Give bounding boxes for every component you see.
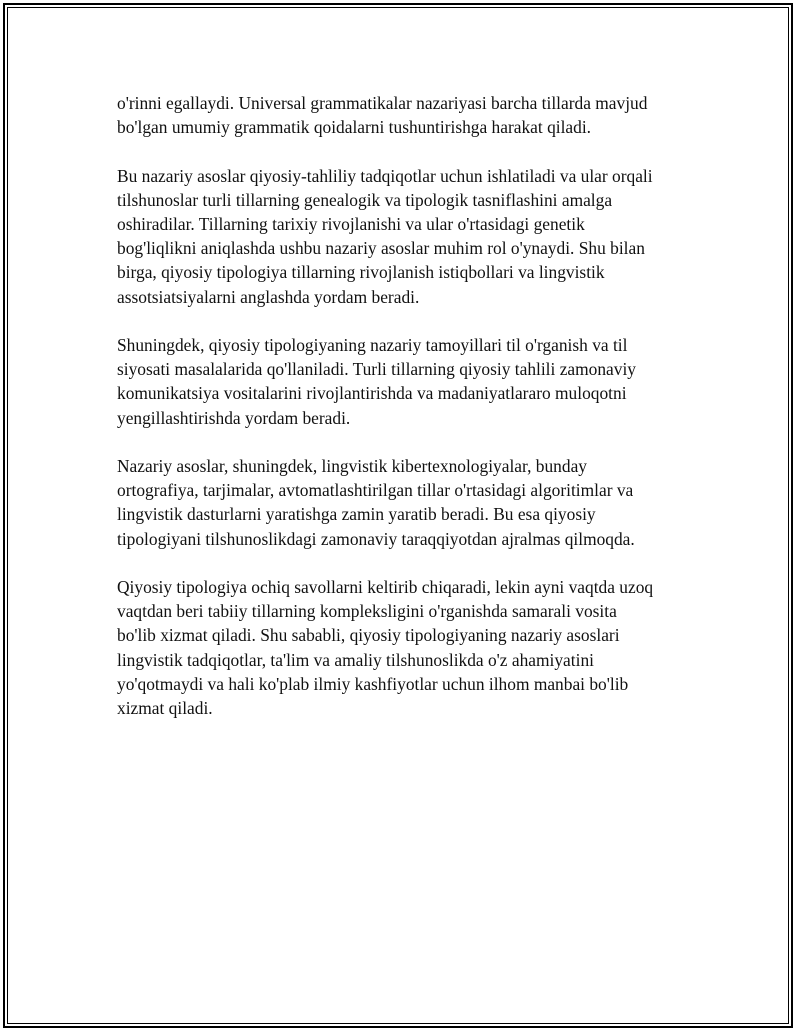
text-line: Nazariy asoslar, shuningdek, lingvistik kibertexnologiyalar, bunday — [117, 456, 587, 476]
text-line: bog'liqlikni aniqlashda ushbu nazariy asoslar muhim rol o'ynaydi. Shu bilan — [117, 238, 645, 259]
text-line: birga, qiyosiy tipologiya tillarning rivojlanish istiqbollari va lingvistik — [117, 262, 605, 283]
text-line: komunikatsiya vositalarini rivojlantirishda va madaniyatlararo muloqotni — [117, 383, 627, 404]
text-line: lingvistik dasturlarni yaratishga zamin yaratib beradi. Bu esa qiyosiy — [117, 504, 596, 525]
text-line: tipologiyani tilshunoslikdagi zamonaviy taraqqiyotdan ajralmas qilmoqda. — [117, 528, 635, 549]
text-line: Qiyosiy tipologiya ochiq savollarni keltirib chiqaradi, lekin ayni vaqtda uzoq — [117, 577, 654, 597]
paragraph-1 — [117, 91, 687, 139]
paragraph-5 — [117, 575, 687, 720]
text-line: bo'lgan umumiy grammatik qoidalarni tushuntirishga harakat qiladi. — [117, 117, 592, 138]
document-body — [117, 91, 687, 744]
paragraph-2 — [117, 164, 687, 309]
text-line: Shuningdek, qiyosiy tipologiyaning nazariy tamoyillari til o'rganish va til — [117, 335, 628, 355]
text-line: yengillashtirishda yordam beradi. — [117, 407, 351, 428]
text-line: vaqtdan beri tabiiy tillarning kompleksligini o'rganishda samarali vosita — [117, 601, 617, 622]
text-line: Bu nazariy asoslar qiyosiy-tahliliy tadqiqotlar uchun ishlatiladi va ular orqali — [117, 165, 653, 186]
text-line: ortografiya, tarjimalar, avtomatlashtirilgan tillar o'rtasidagi algoritimlar va — [117, 480, 634, 501]
paragraph-4 — [117, 454, 687, 551]
text-line: bo'lib xizmat qiladi. Shu sababli, qiyosiy tipologiyaning nazariy asoslari — [117, 625, 620, 646]
text-line: tilshunoslar turli tillarning genealogik va tipologik tasniflashini amalga — [117, 189, 613, 210]
text-line: assotsiatsiyalarni anglashda yordam beradi. — [117, 286, 420, 307]
paragraph-3 — [117, 333, 687, 430]
text-line: xizmat qiladi. — [117, 698, 213, 719]
text-line: o'rinni egallaydi. Universal grammatikalar nazariyasi barcha tillarda mavjud — [117, 93, 648, 113]
text-line: siyosati masalalarida qo'llaniladi. Turli tillarning qiyosiy tahlili zamonaviy — [117, 359, 636, 380]
text-line: lingvistik tadqiqotlar, ta'lim va amaliy tilshunoslikda o'z ahamiyatini — [117, 649, 594, 670]
text-line: yo'qotmaydi va hali ko'plab ilmiy kashfiyotlar uchun ilhom manbai bo'lib — [117, 673, 629, 694]
text-line: oshiradilar. Tillarning tarixiy rivojlanishi va ular o'rtasidagi genetik — [117, 214, 585, 234]
